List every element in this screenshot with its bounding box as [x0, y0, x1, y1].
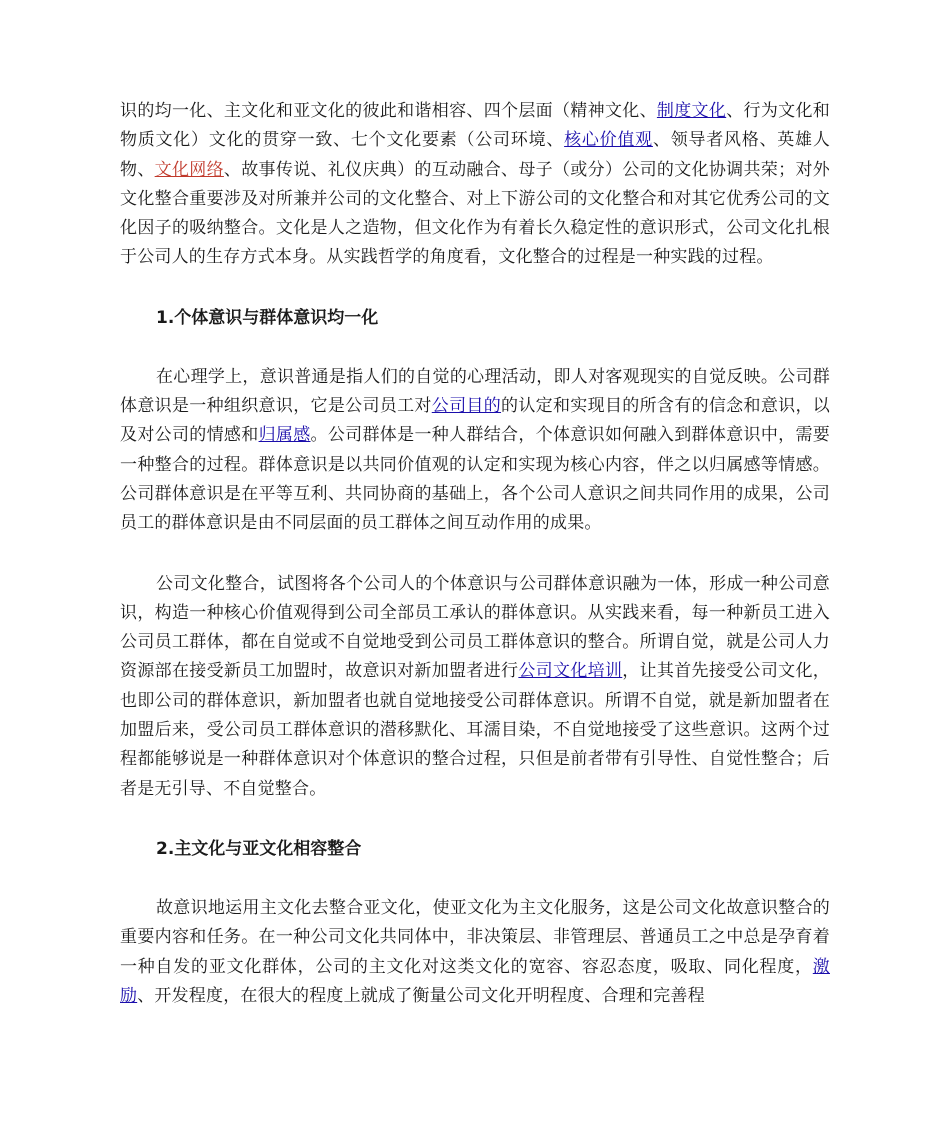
section-heading-2: 2.主文化与亚文化相容整合 [156, 838, 362, 859]
document-page [120, 97, 830, 1011]
paragraph-culture-integration [120, 97, 830, 273]
text-run: 公司文化整合，试图将各个公司人的个体意识与公司群体意识融为一体，形成一种公司意识，构造一种核心价值观得到公司全部员工承认的群体意识。从实践来看，每一种新员工进入公司员工群体，都在自觉或不自觉地受到公司员工群体意识的整合。所谓自觉，就是公司人力资源部在接受新员工加盟时，故意识对新加盟者进行 [120, 573, 830, 682]
link-culture-training[interactable]: 公司文化培训 [518, 661, 623, 682]
section-heading-1: 1.个体意识与群体意识均一化 [156, 307, 379, 328]
link-culture-network[interactable]: 文化网络 [154, 159, 224, 180]
text-run: 故意识地运用主文化去整合亚文化，使亚文化为主文化服务，这是公司文化故意识整合的重要内容和任务。在一种公司文化共同体中，非决策层、非管理层、普通员工之中总是孕育着一种自发的亚文化群体，公司的主文化对这类文化的宽容、容忍态度，吸取、同化程度， [120, 897, 830, 977]
text-run: 、开发程度，在很大的程度上就成了衡量公司文化开明程度、合理和完善程 [137, 985, 705, 1006]
text-run: 、故事传说、礼仪庆典）的互动融合、母子（或分）公司的文化协调共荣；对外文化整合重要涉及对所兼并公司的文化整合、对上下游公司的文化整合和对其它优秀公司的文化因子的吸纳整合。文化是人之造物，但文化作为有着长久稳定性的意识形式，公司文化扎根于公司人的生存方式本身。从实践哲学的角度看，文化整合的过程是一种实践的过程。 [120, 159, 830, 268]
text-run: 在心理学上，意识普通是指人们的自觉的心理活动，即人对客观现实的自觉反映。公司群体意识是一种组织意识，它是公司员工对 [120, 366, 830, 417]
text-run: ，让其首先接受公司文化，也即公司的群体意识，新加盟者也就自觉地接受公司群体意识。所谓不自觉，就是新加盟者在加盟后来，受公司员工群体意识的潜移默化、耳濡目染，不自觉地接受了这些意识。这两个过程都能够说是一种群体意识对个体意识的整合过程，只但是前者带有引导性、自觉性整合；后者是无引导、不自觉整合。 [120, 661, 830, 799]
text-run: 识的均一化、主文化和亚文化的彼此和谐相容、四个层面（精神文化、 [120, 101, 657, 121]
link-company-purpose[interactable]: 公司目的 [431, 396, 502, 417]
text-run: 、行为文化和物质文化）文化的贯穿一致、七个文化要素（公司环境、 [120, 101, 830, 151]
text-run: 。公司群体是一种人群结合，个体意识如何融入到群体意识中，需要一种整合的过程。群体意识是以共同价值观的认定和实现为核心内容，伴之以归属感等情感。公司群体意识是在平等互利、共同协商的基础上，各个公司人意识之间共同作用的成果，公司员工的群体意识是由不同层面的员工群体之间互动作用的成果。 [120, 425, 830, 534]
link-institutional-culture[interactable]: 制度文化 [656, 101, 727, 121]
link-core-values[interactable]: 核心价值观 [564, 130, 653, 151]
paragraph-subculture [120, 894, 830, 1011]
link-incentive[interactable]: 激励 [120, 956, 830, 1006]
link-sense-of-belonging[interactable]: 归属感 [258, 425, 311, 446]
text-run: 、领导者风格、英雄人物、 [120, 130, 831, 180]
paragraph-group-consciousness [120, 363, 830, 539]
text-run: 的认定和实现目的所含有的信念和意识，以及对公司的情感和 [120, 396, 830, 446]
paragraph-integration-process [120, 570, 830, 804]
